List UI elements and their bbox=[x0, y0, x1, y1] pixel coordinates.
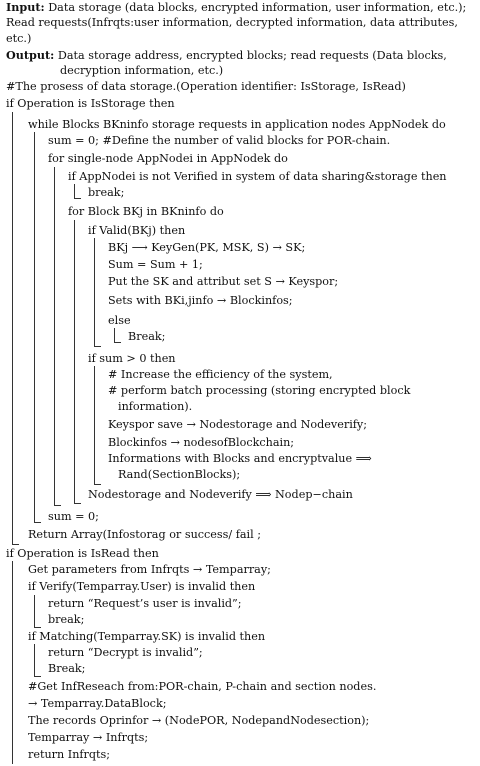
for-node-block-end bbox=[54, 498, 61, 506]
algo-line: while Blocks BKninfo storage requests in application nodes AppNodek do bbox=[28, 118, 446, 131]
algo-line: Return Array(Infostorag or success/ fail ; bbox=[28, 528, 262, 541]
if-sum-block-end bbox=[94, 477, 101, 485]
if-verified-block-end bbox=[74, 191, 81, 199]
else-block-end bbox=[114, 335, 121, 343]
algo-line: sum = 0; #Define the number of valid blocks for POR-chain. bbox=[48, 134, 391, 147]
algo-line: Nodestorage and Nodeverify ⟹ Nodep−chain bbox=[88, 488, 353, 501]
algo-line: BKj ⟶ KeyGen(PK, MSK, S) → SK; bbox=[108, 241, 306, 254]
input-line-1 bbox=[6, 0, 466, 15]
algo-line: sum = 0; bbox=[48, 510, 99, 523]
output-label: Output: bbox=[6, 48, 55, 62]
for-block-bar bbox=[74, 220, 75, 503]
if-storage-block-bar bbox=[12, 112, 13, 544]
if-valid-block-bar bbox=[94, 238, 95, 346]
if-decrypt-invalid-block-end bbox=[34, 669, 41, 677]
algo-line: Temparray → Infrqts; bbox=[28, 731, 149, 744]
input-label: Input: bbox=[6, 0, 45, 14]
algo-line: information). bbox=[118, 400, 193, 413]
algo-line: Blockinfos → nodesofBlockchain; bbox=[108, 436, 295, 449]
algo-line: Sum = Sum + 1; bbox=[108, 258, 203, 271]
algo-line: Rand(SectionBlocks); bbox=[118, 468, 241, 481]
algo-line: Break; bbox=[128, 330, 166, 343]
algo-line: if sum > 0 then bbox=[88, 352, 176, 365]
if-sum-block-bar bbox=[94, 366, 95, 484]
if-user-invalid-block-end bbox=[34, 620, 41, 628]
algo-line: Informations with Blocks and encryptvalue ⟹ bbox=[108, 452, 372, 465]
algo-line: if Operation is IsRead then bbox=[6, 547, 159, 560]
comment-line: #The prosess of data storage.(Operation identifier: IsStorage, IsRead) bbox=[6, 80, 406, 93]
while-block-bar bbox=[34, 132, 35, 522]
output-line-2: decryption information, etc.) bbox=[60, 64, 224, 77]
algo-line: if Verify(Temparray.User) is invalid then bbox=[28, 580, 256, 593]
if-read-block-bar bbox=[12, 561, 13, 764]
if-valid-block-end bbox=[94, 339, 101, 347]
while-block-end bbox=[34, 515, 41, 523]
algo-line: break; bbox=[88, 186, 125, 199]
if-storage-block-end bbox=[12, 537, 19, 545]
algo-line: if AppNodei is not Verified in system of data sharing&storage then bbox=[68, 170, 447, 183]
output-line-1 bbox=[6, 48, 447, 63]
algo-line: → Temparray.DataBlock; bbox=[28, 697, 167, 710]
input-line-2: Read requests(Infrqts:user information, decrypted information, data attributes, bbox=[6, 16, 458, 29]
algo-line: Break; bbox=[48, 662, 86, 675]
algo-line: The records Oprinfor → (NodePOR, NodepandNodesection); bbox=[28, 714, 370, 727]
algo-line: Get parameters from Infrqts → Temparray; bbox=[28, 563, 271, 576]
algo-line: return “Decrypt is invalid”; bbox=[48, 646, 203, 659]
for-node-block-bar bbox=[54, 167, 55, 505]
algo-line: if Matching(Temparray.SK) is invalid then bbox=[28, 630, 266, 643]
algo-line: return Infrqts; bbox=[28, 748, 111, 761]
algo-line: Sets with BKi,jinfo → Blockinfos; bbox=[108, 294, 293, 307]
algo-line: else bbox=[108, 314, 131, 327]
input-line-3: etc.) bbox=[6, 32, 32, 45]
algo-line: Keyspor save → Nodestorage and Nodeverify; bbox=[108, 418, 368, 431]
algo-line: #Get InfReseach from:POR-chain, P-chain and section nodes. bbox=[28, 680, 377, 693]
input-text-1: Data storage (data blocks, encrypted information, user information, etc.); bbox=[48, 1, 467, 14]
algo-line: break; bbox=[48, 613, 85, 626]
output-text-1: Data storage address, encrypted blocks; read requests (Data blocks, bbox=[57, 49, 447, 62]
algo-line: # perform batch processing (storing encrypted block bbox=[108, 384, 411, 397]
algo-line: if Valid(BKj) then bbox=[88, 224, 186, 237]
algo-line: # Increase the efficiency of the system, bbox=[108, 368, 333, 381]
algo-line: for Block BKj in BKninfo do bbox=[68, 205, 224, 218]
algo-line: for single-node AppNodei in AppNodek do bbox=[48, 152, 288, 165]
algo-line: if Operation is IsStorage then bbox=[6, 97, 175, 110]
algo-line: return “Request’s user is invalid”; bbox=[48, 597, 242, 610]
algo-line: Put the SK and attribut set S → Keyspor; bbox=[108, 275, 339, 288]
for-block-end bbox=[74, 496, 81, 504]
